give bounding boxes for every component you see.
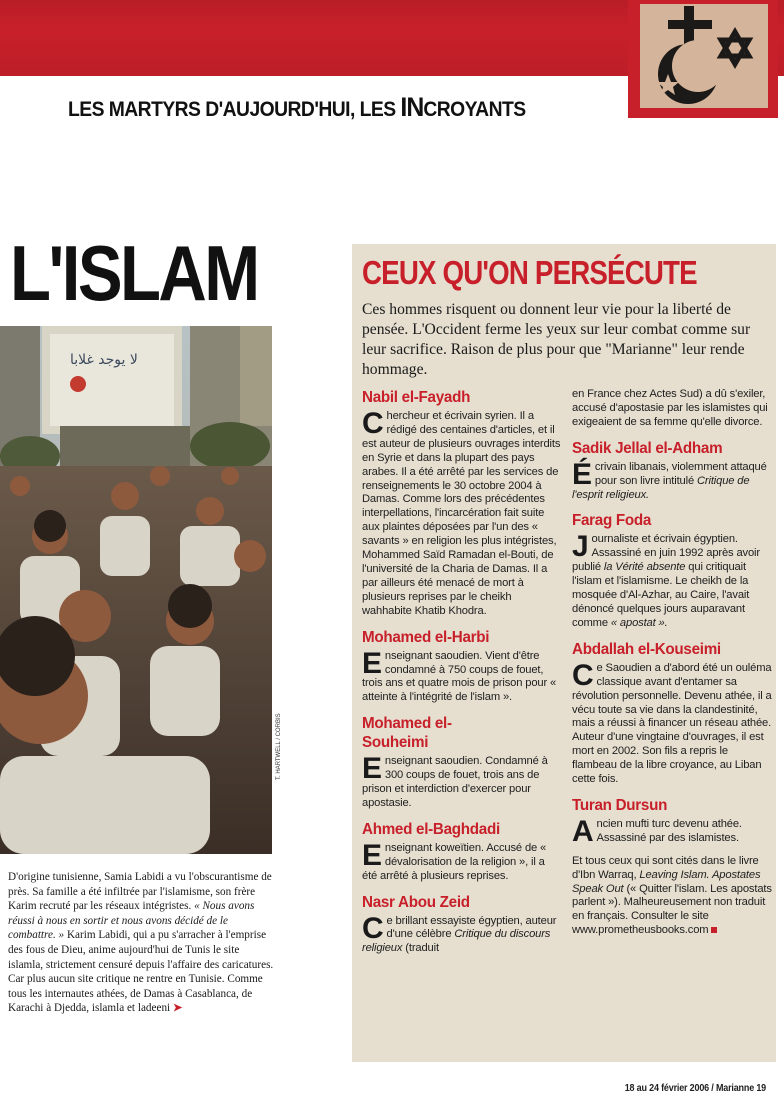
entry-nabil-el-fayadh bbox=[362, 388, 562, 619]
header-title-part1: LES MARTYRS D'AUJOURD'HUI, LES bbox=[68, 98, 401, 121]
section-logo bbox=[628, 0, 778, 118]
crowd-photo bbox=[0, 326, 272, 854]
entry-name: Turan Dursun bbox=[572, 796, 668, 814]
entry-text: e brillant essayiste égyptien, auteur d'une célèbre bbox=[386, 914, 557, 941]
entry-name: Mohamed el-Harbi bbox=[362, 628, 490, 646]
entry-ahmed-el-baghdadi bbox=[362, 820, 562, 884]
panel-intro: Ces hommes risquent ou donnent leur vie pour la liberté de pensée. L'Occident ferme les yeux sur leur combat comme sur leur sacrifice. Raison de plus pour que "Marianne" leur rende hommage. bbox=[362, 301, 751, 378]
entry-mohamed-el-souheimi bbox=[362, 714, 562, 811]
entry-name: Nabil el-Fayadh bbox=[362, 389, 471, 406]
entry-text: e Saoudien a d'abord été un ouléma classique avant d'entamer sa révolution personnelle. Devenu athée, il a vécu toute sa vie dans la clandestinité, mais a réussi à financer un réseau athée. Auteur d'une vingtaine d'ouvrages, il est mort en 2002. Son fils a repris le flambeau de la libre croyance, au Liban cette fois. bbox=[572, 661, 772, 786]
entry-name: Farag Foda bbox=[572, 512, 652, 530]
entry-sadik-jellal-el-adham bbox=[572, 439, 772, 503]
entry-book-title: la Vérité absente bbox=[603, 561, 686, 574]
symbols-icon bbox=[640, 4, 768, 108]
header-title-part2: CROYANTS bbox=[423, 98, 526, 121]
entry-text: crivain libanais, violemment attaqué pour son livre intitulé bbox=[594, 460, 767, 487]
section-title: L'ISLAM bbox=[10, 229, 258, 317]
entry-name: Abdallah el-Kouseimi bbox=[572, 640, 721, 658]
entry-body bbox=[572, 457, 772, 503]
continue-arrow-icon: ➤ bbox=[172, 1002, 183, 1015]
caption-text-2: Karim Labidi, qui a pu s'arracher à l'emprise des fous de Dieu, anime aujourd'hui de Tunis le site islamla, strictement censuré depuis l'affaire des caricatures. Car plus aucun site critique ne rentre en Tunisie. Comme tous les internautes athées, de Damas à Casablanca, de Karachi à Djedda, islamla et ladeeni bbox=[8, 929, 274, 1015]
entry-body bbox=[362, 407, 562, 619]
entry-text: nseignant koweïtien. Accusé de « dévalorisation de la religion », il a été arrêté à plusieurs reprises. bbox=[362, 841, 547, 882]
panel-title: CEUX QU'ON PERSÉCUTE bbox=[362, 254, 697, 291]
outro-text: (« Quitter l'islam. Les apostats parlent »). Malheureusement non traduit en français. Consulter le site www.prometheusbooks.com bbox=[572, 882, 772, 937]
caption-text-1: D'origine tunisienne, Samia Labidi a vu l'obscurantisme de près. Sa famille a été infiltrée par l'islamisme, son frère Karim recruté par les réseaux intégristes. bbox=[8, 871, 272, 913]
entry-nasr-abou-zeid bbox=[362, 893, 562, 957]
left-column bbox=[362, 388, 562, 965]
panel-outro bbox=[572, 855, 772, 938]
entry-text: ournaliste et écrivain égyptien. Assassiné en juin 1992 après avoir publié bbox=[572, 533, 760, 574]
entry-abdallah-el-kouseimi bbox=[572, 640, 772, 787]
entry-text: nseignant saoudien. Condamné à 300 coups de fouet, trois ans de prison et interdiction d'exercer pour apostasie. bbox=[362, 755, 548, 809]
drop-cap: É bbox=[572, 457, 592, 491]
drop-cap: C bbox=[362, 407, 384, 440]
entry-body bbox=[572, 530, 772, 630]
header-title-big: IN bbox=[400, 92, 424, 122]
entry-name: Sadik Jellal el-Adham bbox=[572, 439, 723, 457]
entry-quote: « apostat ». bbox=[610, 616, 668, 629]
entry-text: qui critiquait l'islam et l'islamisme. Le cheikh de la mosquée d'Al-Azhar, au Caire, l'avait dénoncé quelques jours auparavant comme bbox=[572, 561, 750, 629]
entry-name: Ahmed el-Baghdadi bbox=[362, 820, 500, 838]
banner-text: لا يوجد غلابا bbox=[70, 352, 138, 368]
right-column bbox=[572, 388, 772, 938]
drop-cap: E bbox=[362, 646, 382, 680]
outro-text: Et tous ceux qui sont cités dans le livre d'Ibn Warraq, bbox=[572, 854, 759, 881]
photo-caption bbox=[8, 870, 276, 1016]
outro-book-title: Leaving Islam. Apostates Speak Out bbox=[572, 868, 761, 895]
entry-name: Nasr Abou Zeid bbox=[362, 893, 470, 911]
entry-name: Mohamed el-Souheimi bbox=[362, 715, 452, 752]
drop-cap: J bbox=[572, 530, 589, 564]
entry-text: (traduit bbox=[402, 942, 439, 955]
drop-cap: C bbox=[362, 911, 384, 945]
entry-continued: en France chez Actes Sud) a dû s'exiler, accusé d'apostasie par les islamistes qui exigeaient de sa femme qu'elle divorce. bbox=[572, 388, 768, 428]
entry-body bbox=[362, 752, 562, 811]
entry-farag-foda bbox=[572, 511, 772, 630]
entry-turan-dursun bbox=[572, 796, 772, 846]
photo-credit: T. HARTWELL / CORBIS bbox=[276, 713, 282, 780]
entry-book-title: Critique de l'esprit religieux. bbox=[572, 474, 750, 501]
entry-body bbox=[362, 646, 562, 706]
drop-cap: C bbox=[572, 658, 594, 692]
entry-book-title: Critique du discours religieux bbox=[362, 928, 551, 955]
entry-body bbox=[362, 911, 562, 957]
drop-cap: E bbox=[362, 838, 382, 872]
page-footer: 18 au 24 février 2006 / Marianne 19 bbox=[624, 1083, 766, 1094]
header-title bbox=[68, 92, 583, 123]
end-mark-icon bbox=[711, 927, 717, 933]
entry-body bbox=[362, 838, 562, 884]
entry-text: ncien mufti turc devenu athée. Assassiné par des islamistes. bbox=[596, 817, 742, 844]
entry-body bbox=[572, 814, 772, 848]
caption-quote: « Nous avons réussi à nous en sortir et nous avons décidé de le combattre. » bbox=[8, 900, 255, 942]
entry-mohamed-el-harbi bbox=[362, 628, 562, 706]
entry-text: nseignant saoudien. Vient d'être condamné à 750 coups de fouet, trois ans et quatre mois de prison pour « atteinte à l'intégrité de l'islam ». bbox=[362, 649, 557, 704]
religious-symbols-logo bbox=[640, 4, 768, 108]
drop-cap: A bbox=[572, 814, 594, 848]
drop-cap: E bbox=[362, 752, 382, 786]
entry-body bbox=[572, 658, 772, 787]
entry-text: hercheur et écrivain syrien. Il a rédigé des centaines d'articles, et il est auteur de plusieurs ouvrages interdits en Syrie et dans la plupart des pays arabes. Il a été arrêté par les services de renseignements le 30 octobre 2004 à Damas. Comme lors des précédentes interpellations, l'incarcération fait suite aux plaintes déposées par l'un des « savants » en religion les plus intégristes, Mohammed Saïd Ramadan el-Bouti, de l'université de la Charia de Damas. Il a par ailleurs été menacé de mort à plusieurs reprises par le cheikh wahhabite Khatib Khodra. bbox=[362, 410, 561, 617]
